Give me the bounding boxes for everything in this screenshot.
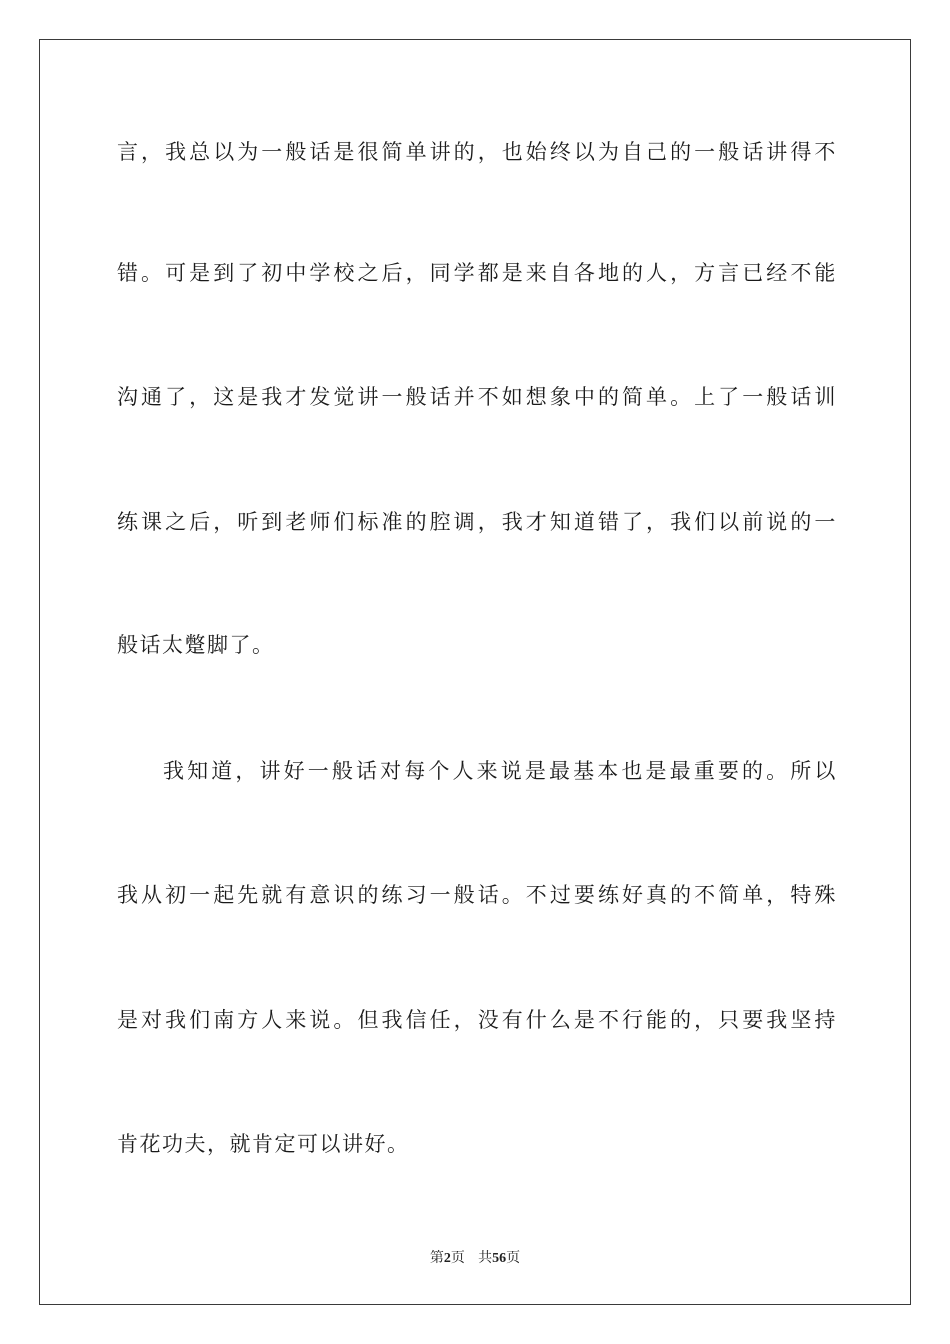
page-suffix: 页 xyxy=(450,1250,465,1266)
page-number: 2 xyxy=(443,1251,451,1266)
total-pages: 56 xyxy=(492,1251,507,1266)
total-prefix: 共 xyxy=(478,1250,493,1266)
text-line-2: 错 。 可 是 到 了 初 中 学 校 之 后 ， 同 学 都 是 来 自 各 地 的 人 ， 方 言 已 经 不 能 xyxy=(117,261,837,285)
page-footer xyxy=(0,1249,950,1268)
text-line-9: 肯花功夫，就肯定可以讲好。 xyxy=(117,1132,410,1156)
text-line-7: 我 从 初 一 起 先 就 有 意 识 的 练 习 一 般 话 。 不 过 要 练 好 真 的 不 简 单 ， 特 殊 xyxy=(117,883,837,907)
text-line-3: 沟 通 了 ， 这 是 我 才 发 觉 讲 一 般 话 并 不 如 想 象 中 的 简 单 。 上 了 一 般 话 训 xyxy=(117,385,837,409)
total-suffix: 页 xyxy=(506,1250,521,1266)
text-line-4: 练 课 之 后 ， 听 到 老 师 们 标 准 的 腔 调 ， 我 才 知 道 错 了 ， 我 们 以 前 说 的 一 xyxy=(117,510,837,534)
text-line-6: 我 知 道 ， 讲 好 一 般 话 对 每 个 人 来 说 是 最 基 本 也 是 最 重 要 的 。 所 以 xyxy=(163,759,837,783)
page-border xyxy=(39,39,911,1305)
text-line-5: 般话太蹩脚了。 xyxy=(117,633,275,657)
text-line-8: 是 对 我 们 南 方 人 来 说 。 但 我 信 任 ， 没 有 什 么 是 不 行 能 的 ， 只 要 我 坚 持 xyxy=(117,1008,837,1032)
page-prefix: 第 xyxy=(429,1250,444,1266)
text-line-1: 言 ， 我 总 以 为 一 般 话 是 很 简 单 讲 的 ， 也 始 终 以 为 自 己 的 一 般 话 讲 得 不 xyxy=(117,140,837,164)
